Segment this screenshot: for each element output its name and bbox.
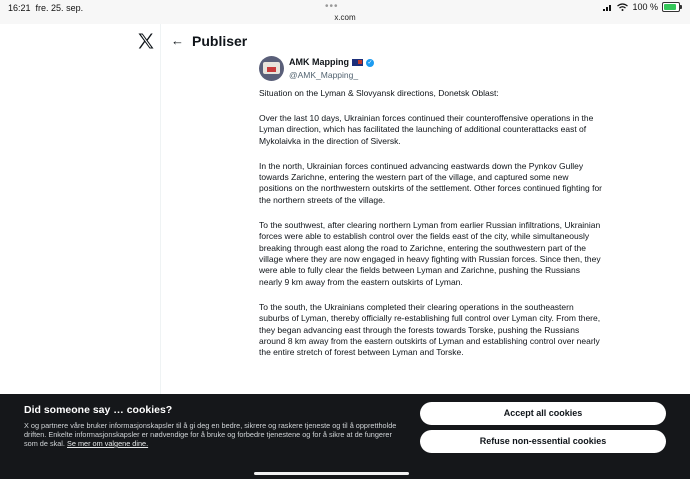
status-time: 16:21 fre. 25. sep.: [8, 3, 84, 13]
post-header: [161, 24, 690, 58]
refuse-cookies-button[interactable]: Refuse non-essential cookies: [420, 430, 666, 453]
tweet-paragraph: To the south, the Ukrainians completed their clearing operations in the southeastern suburbs of Lyman, thereby officially re-establishing full control over Lyman city. From there, they began advancing east through the forests towards Torske, pushing the Russians around 8 km away from the eastern outskirts of Lyman and establishing control over nearly the entire stretch of forest between Lyman and Torske.: [259, 301, 601, 358]
avatar[interactable]: [259, 56, 284, 81]
tweet-paragraph: Over the last 10 days, Ukrainian forces continued their counteroffensive operations in the Lyman direction, which has facilitated the launching of additional counterattacks east of Mykolaivka in the direction of Siversk.: [259, 112, 594, 146]
cookie-description: X og partnere våre bruker informasjonskapsler til å gi deg en bedre, sikrere og raskere tjeneste og til å opprettholde driften. Enkelte informasjonskapsler er nødvendige for å bruke og forbedre tjenestene og for å sikre at de fungerer som de skal. Se mer om valgene dine.: [24, 421, 397, 448]
author-name-row[interactable]: [289, 57, 374, 67]
x-logo-icon[interactable]: [137, 32, 155, 50]
flag-icon: [352, 59, 363, 66]
cookie-title: Did someone say … cookies?: [24, 404, 173, 416]
signal-icon: [603, 3, 613, 11]
tweet-paragraph: In the north, Ukrainian forces continued advancing eastwards down the Pynkov Gulley towards Zarichne, entering the western part of the village, and captured some new positions on the northwestern outskirts of the settlement. Other forces continued fighting for the northern streets of the village.: [259, 160, 603, 205]
arrow-left-icon[interactable]: ←: [171, 33, 184, 48]
author-name[interactable]: AMK Mapping: [289, 57, 349, 67]
tab-dots[interactable]: •••: [325, 1, 339, 12]
battery-icon: [662, 2, 682, 12]
column-divider: [160, 24, 161, 394]
cookie-settings-link[interactable]: Se mer om valgene dine.: [67, 439, 149, 448]
cookie-banner: [0, 394, 690, 479]
tweet-paragraph: To the southwest, after clearing northern Lyman from earlier Russian infiltrations, Ukrainian forces were able to establish control over the fields east of the city, while simultaneously breaking through east along the road to Zarichne, entering the southwestern part of the village where they are now engaged in heavy fighting with Russian forces. Since then, they were able to fully clear the fields between Lyman and Zarichne, pushing the Russians nearly 9 km away from the eastern outskirts of Lyman.: [259, 219, 601, 287]
verified-badge-icon: ✓: [367, 59, 373, 66]
accept-cookies-button[interactable]: Accept all cookies: [420, 402, 666, 425]
page-title: Publiser: [192, 33, 248, 49]
address-url[interactable]: x.com: [334, 13, 356, 22]
author-handle[interactable]: @AMK_Mapping_: [289, 70, 359, 80]
battery-percent: 100 %: [632, 2, 658, 12]
tweet-body: [259, 88, 604, 372]
status-indicators: [603, 2, 682, 12]
home-indicator[interactable]: [254, 472, 409, 475]
status-bar: [0, 0, 690, 24]
tweet-paragraph: Situation on the Lyman & Slovyansk directions, Donetsk Oblast:: [259, 88, 499, 98]
wifi-icon: [617, 3, 628, 11]
